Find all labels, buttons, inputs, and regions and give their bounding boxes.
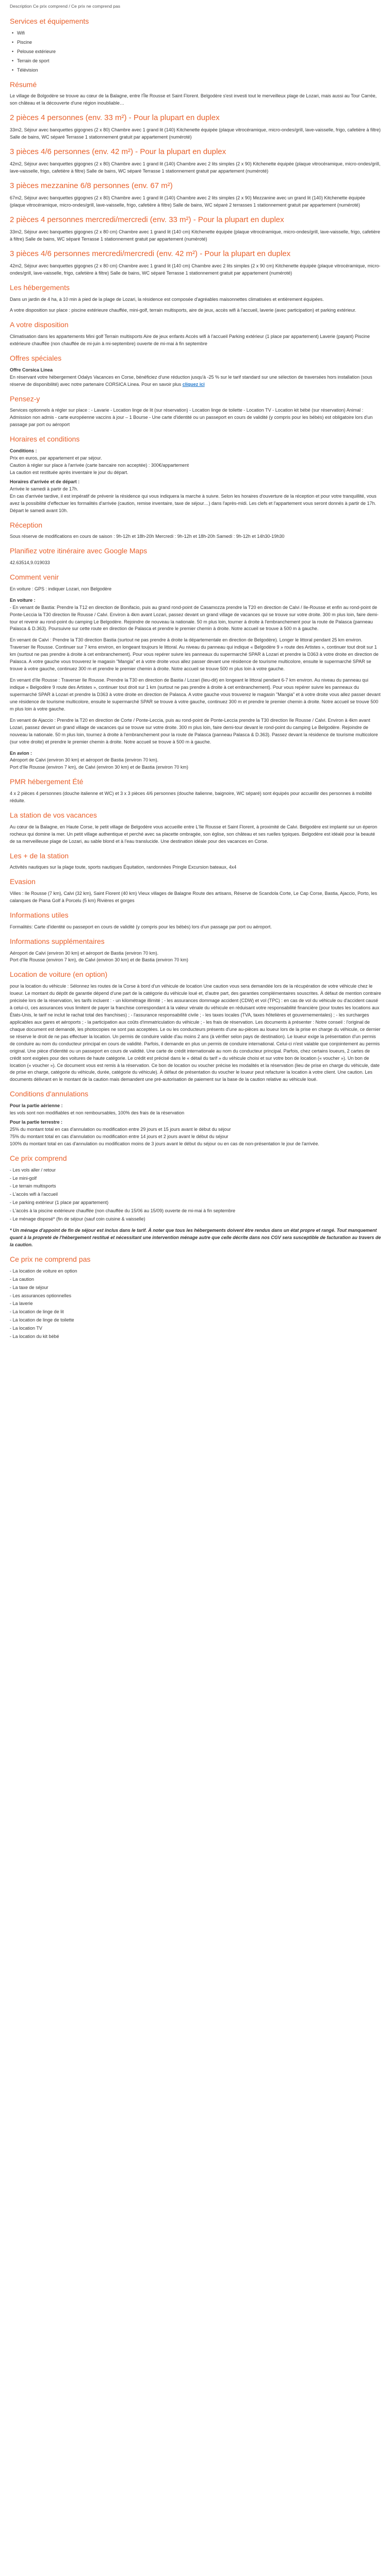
services-list: [10, 30, 381, 74]
prix-ne-comprend-title: Ce prix ne comprend pas: [10, 1255, 91, 1263]
condition-line: Prix en euros, par appartement et par séjour.: [10, 455, 102, 461]
resume-text: Le village de Bolgodère se trouve au cœur de la Balagne, entre l'Île Rousse et Saint Florent. Belgodère s'est investi tout le merveilleux plage de Lozari, mais aussi au Tour Carrée, son château et la découverte d'une région inoubliable…: [10, 93, 377, 106]
prix-ne-comprend-item: - La caution: [10, 1276, 35, 1282]
prix-ne-comprend-item: - La location TV: [10, 1326, 42, 1331]
prix-comprend-item: - Le ménage disposé* (fin de séjour (sauf coin cuisine & vaisselle): [10, 1216, 145, 1222]
prix-ne-comprend-item: - La location de linge de toilette: [10, 1317, 74, 1323]
offres-title: Offres spéciales: [10, 354, 62, 363]
condition-line: La caution est restituée après inventaire le jour du départ.: [10, 469, 128, 475]
prix-comprend-list: [10, 1167, 381, 1224]
unit-title: 2 pièces 4 personnes (env. 33 m²) - Pour la plupart en duplex: [10, 113, 220, 123]
annulation-line: 100% du montant total en cas d'annulation ou modification moins de 3 jours avant le début du séjour ou en cas de non-présentation le jour de l'arrivée.: [10, 1141, 319, 1146]
avion-line: Port d'Ile Rousse (environ 7 km), de Calvi (environ 30 km) et de Bastia (environ 70 km): [10, 765, 188, 770]
annulation-forfait-label: Pour la partie aérienne :: [10, 1103, 63, 1109]
pensez-title: Pensez-y: [10, 394, 40, 403]
reception-title: Réception: [10, 520, 43, 529]
menage-note: * Un ménage d'appoint de fin de séjour est inclus dans le tarif. À noter que tous les hébergements doivent être rendus dans un état propre et rangé. Tout manquement quant à la propreté de l'hébergement restitué et nécessitant une intervention ménage autre que celle décrite dans nos CGV sera susceptible de facturation au travers de la caution.: [10, 1228, 381, 1247]
arrival-line: Départ le samedi avant 10h.: [10, 507, 68, 513]
unit-description: 33m2, Séjour avec banquettes gigognes (2 x 80) Chambre avec 1 grand lit (140) Kitchenette équipée (plaque vitrocéramique, micro-ondes/grill, lave-vaisselle, frigo, cafetière à filtre) Salle de bains, WC séparé Terrasse 1 stationnement gratuit par appartement (numéroté): [10, 127, 381, 140]
route-paragraph: En venant d'Ile Rousse : Traverser Ile Rousse. Prendre la T30 en direction de Bastia / Lozari (lieu-dit) en longeant le littoral pendant 6-7 km environ. Au niveau du panneau qui indique « Belgodère 9 route des Artistes », continuer tout droit sur 1 km (surtout ne pas prendre à droite à cet embranchement). Pour vous repérer suivre les panneaux du supermarché SPAR à Lozari et prendre la D363 à votre droite en direction de Palasca. A votre gauche vous trouverez le magasin "Mangia" et à votre droite vous allez passer devant une résidence de tourisme multicolore, ensuite le supermarché SPAR se trouve à votre gauche, continuez 300 m et prendre le premier chemin à droite. Notre accueil se trouve 500 m plus loin à votre gauche.: [10, 677, 381, 711]
prix-ne-comprend-item: - Les assurances optionnelles: [10, 1293, 72, 1298]
prix-comprend-item: - Le mini-golf: [10, 1175, 37, 1181]
route-paragraph: En venant de Calvi : Prendre la T30 direction Bastia (surtout ne pas prendre à droite la départementale en direction de Belgodère). Longer le littoral pendant 25 km environ. Traverser Ile Rousse. Continuer sur 7 kms environ, en longeant toujours le littoral. Au niveau du panneau qui indique « Belgodère 9 » route des Artistes », continuer tout droit sur 1 km (surtout ne pas prendre à droite à cet embranchement). Pour vous repérer suivre les panneaux du supermarché SPAR à Lozari et prendre la D363 à votre droite en direction de Palasca. A votre gauche vous trouverez le magasin "Mangia" et à votre droite vous allez passer devant une résidence de tourisme multicolore, ensuite le supermarché SPAR se trouve à votre gauche, continuez 300 m et prendre le premier chemin à droite. Notre accueil se trouve 500 m plus loin à votre gauche.: [10, 637, 379, 672]
prix-comprend-title: Ce prix comprend: [10, 1154, 67, 1162]
disposition-text: Climatisation dans les appartements Mini golf Terrain multisports Aire de jeux enfants Accès wifi à l'accueil Parking extérieur (1 place par appartement) Laverie (payant) Piscine extérieure chauffée (non chauffée de mi-juin à mi-septembre) ouverte de mi-mai à fin septembre: [10, 334, 370, 347]
evasion-text: Villes : Ile Rousse (7 km), Calvi (32 km), Saint Florent (40 km) Vieux villages de Balagne Route des artisans, Réserve de Scandola Corte, Le Cap Corse, Bastia, Ajaccio, Porto, les calanques de Piana Golf à Porcelu (5 km) Rivières et gorges: [10, 891, 377, 904]
annulation-terrestre-label: Pour la partie terrestre :: [10, 1120, 63, 1125]
unit-description: 42m2, Séjour avec banquettes gigognes (2 x 80) Chambre avec 1 grand lit (140) Chambre avec 2 lits simples (2 x 90) Kitchenette équipée (plaque vitrocéramique, micro-ondes/grill, lave-vaisselle, frigo, cafetière à filtre) Salle de bains, WC séparé Terrasse 1 stationnement gratuit par appartement (numéroté): [10, 161, 381, 174]
prix-ne-comprend-item: - La location de linge de lit: [10, 1309, 64, 1315]
avion-label: En avion :: [10, 750, 32, 756]
service-item: • Wifi: [17, 30, 381, 37]
prix-ne-comprend-item: - La location du kit bébé: [10, 1334, 59, 1340]
page-content: [10, 0, 381, 1357]
arrival-line: Arrivée le samedi à partir de 17h.: [10, 486, 78, 492]
reception-text: Sous réserve de modifications en cours de saison : 9h-12h et 18h-20h Mercredi : 9h-12h et 18h-20h Samedi : 9h-12h et 14h30-19h30: [10, 534, 285, 539]
unit-title: 3 pièces 4/6 personnes mercredi/mercredi (env. 42 m²) - Pour la plupart en duplex: [10, 249, 291, 258]
unit-description: 42m2, Séjour avec banquettes gigognes (2 x 80 cm) Chambre avec 1 grand lit (140 cm) Chambre avec 2 lits simples (2 x 90 cm) Kitchenette équipée (plaque vitrocéramique, micro-ondes/grill, lave-vaisselle, frigo, cafetière à filtre) Salle de bains, WC séparé Terrasse 1 stationnement gratuit par appartement (numéroté): [10, 263, 381, 276]
route-paragraph: En venant de Ajaccio : Prendre la T20 en direction de Corte / Ponte-Leccia, puis au rond-point de Ponte-Leccia prendre la T30 direction Ile Rousse / Calvi. Environ à 4km avant Lozari, passez devant un grand village de vacances qui se trouve sur votre droite. 300 m plus loin, faire demi-tour devant le rond-point du camping Le Belgodère. Rejoindre de nouveau la nationale. 50 m plus loin, tournez à droite à l'embranchement pour la route de Palasca (panneau Palasca & D.363). Passez devant la résidence de tourisme multicolore (sur votre droite) et prendre le premier chemin à droite. Notre accueil se trouve à 500 m à gauche.: [10, 717, 378, 744]
offre-text: [10, 374, 381, 388]
annulation-forfait-text: les vols sont non modifiables et non remboursables, 100% des frais de la réservation: [10, 1110, 185, 1116]
pensez-text: Services optionnels à régler sur place : - Lavarie - Location linge de lit (sur réservation) - Location linge de toilette - Location TV - Location kit bébé (sur réservation) Animal : Admission non admis - carte européenne vaccins à jour – 1 Bourse - Une carte d'identité ou un passeport en cours de validité (y compris pour les bébés) est obligatoire lors d'un passage par port ou aéroport: [10, 408, 373, 428]
plus-title: Les + de la station: [10, 851, 69, 860]
station-text: Au cœur de la Balagne, en Haute Corse, le petit village de Belgodère vous accueille entre L'Ile Rousse et Saint Florent, à proximité de Calvi. Belgodère est implanté sur un éperon rocheux qui domine la mer. Un petit village authentique et perché avec sa placette ombragée, son église, son château et ses ruelles typiques. Belgodère est idéalé pour la beauté de sa merveilleuse plage de Lozari, au sable blond et à l'eau translucide. Une destination idéale pour des vacances en Corse.: [10, 824, 378, 844]
service-item: • Pelouse extérieure: [17, 48, 381, 56]
offre-link[interactable]: cliquez ici: [182, 381, 205, 387]
infos-utiles-text: Formalités: Carte d'identité ou passeport en cours de validité (y compris pour les bébés) lors d'un passage par port ou aéroport.: [10, 924, 272, 929]
prix-comprend-item: - Le terrain multisports: [10, 1183, 56, 1189]
unit-title: 3 pièces 4/6 personnes (env. 42 m²) - Pour la plupart en duplex: [10, 147, 226, 157]
service-item: • Piscine: [17, 39, 381, 46]
venir-gps: En voiture : GPS : indiquer Lozari, non Belgodère: [10, 586, 112, 591]
station-title: La station de vos vacances: [10, 811, 97, 819]
unit-title: 3 pièces mezzanine 6/8 personnes (env. 67 m²): [10, 181, 173, 191]
prix-ne-comprend-list: [10, 1268, 381, 1341]
arrival-label: Horaires d'arrivée et de départ :: [10, 479, 80, 484]
prix-comprend-item: - L'accès à la piscine extérieure chauffée (non chauffée du 15/06 au 15/09) ouverte de mi-mai à fin septembre: [10, 1208, 236, 1214]
disposition-title: A votre disposition: [10, 320, 69, 329]
prix-comprend-item: - Le parking extérieur (1 place par appartement): [10, 1200, 109, 1206]
avion-line: Aéroport de Calvi (environ 30 km) et aéroport de Bastia (environ 70 km).: [10, 757, 159, 763]
maps-link[interactable]: Planifiez votre itinéraire avec Google Maps: [10, 547, 148, 555]
infos-utiles-title: Informations utiles: [10, 911, 69, 920]
pmr-text: 4 x 2 pièces 4 personnes (douche italienne et WC) et 3 x 3 pièces 4/6 personnes (douche italienne, baignoire, WC séparé) sont équipés pour accueillir des personnes à mobilité réduite.: [10, 791, 372, 804]
offre-subtitle: Offre Corsica Linea: [10, 367, 53, 372]
plus-text: Activités nautiques sur la plage toute, sports nautiques Équitation, randonnées Pringle Excursion bateaux, 4x4: [10, 865, 237, 870]
arrival-line: En cas d'arrivée tardive, il est impératif de prévenir la résidence qui vous indiquera la marche à suivre. Selon les horaires d'ouverture de la réception et pour votre tranquillité, vous avez la possibilité d'effectuer les formalités d'arrivée (caution, remise inventaire, taxe de séjour…) dans l'après-midi. Les clefs et l'appartement vous seront donnés à partir de 17h.: [10, 493, 377, 506]
horaires-title: Horaires et conditions: [10, 435, 80, 444]
condition-line: Caution à régler sur place à l'arrivée (carte bancaire non acceptée) : 300€/appartement: [10, 462, 189, 468]
hebergements-text: Dans un jardin de 4 ha, à 10 min à pied de la plage de Lozari, la résidence est composée d'agréables maisonnettes climatisées et entièrement équipées.: [10, 296, 324, 302]
annulation-line: 75% du montant total en cas d'annulation ou modification entre 14 jours et 2 jours avant le début du séjour: [10, 1133, 229, 1139]
route-paragraph: - En venant de Bastia: Prendre la T12 en direction de Bonifacio, puis au grand rond-point de Casamozza prendre la T20 en direction de Calvi / Ile-Rousse et enfin au rond-point de Ponte-Leccia la T30 direction Ile Rousse / Calvi. Environ à 4km avant Lozari, passez devant un grand village de vacances qui se trouve sur votre droite. 300 m plus loin, faire demi-tour et revenir au rond-point du camping Le Belgodère. Rejoindre de nouveau la nationale. 50 m plus loin, tourner à droite à l'embranchement pour la route de Palasca (panneau Palasca & D.363). Poursuivre sur cette route en direction de Palasca et prendre le premier chemin à droite. Notre accueil se trouve à 500 m à gauche.: [10, 604, 379, 632]
resume-title: Résumé: [10, 80, 37, 89]
prix-ne-comprend-item: - La laverie: [10, 1301, 33, 1307]
voiture-label: En voiture :: [10, 597, 36, 603]
service-item: • Terrain de sport: [17, 58, 381, 65]
venir-title: Comment venir: [10, 572, 59, 581]
hebergements-text: A votre disposition sur place : piscine extérieure chauffée, mini-golf, terrain multisports, aire de jeux, accès wifi à l'accueil, laverie (avec participation) et parking extérieur.: [10, 308, 356, 313]
annulation-title: Conditions d'annulations: [10, 1090, 89, 1098]
evasion-title: Evasion: [10, 877, 36, 886]
prix-ne-comprend-item: - La location de voiture en option: [10, 1268, 77, 1274]
description-heading: Description Ce prix comprend / Ce prix ne comprend pas: [10, 4, 121, 9]
infos-supp-line: Port d'Ile Rousse (environ 7 km), de Calvi (environ 30 km) et de Bastia (environ 70 km): [10, 957, 188, 963]
prix-comprend-item: - L'accès wifi à l'accueil: [10, 1192, 58, 1197]
offre-description: En réservant votre hébergement Odalys Vacances en Corse, bénéficiez d'une réduction jusqu'à -25 % sur le tarif standard sur une sélection de traversées hors installation (sous réserve de disponibilité) avec notre partenaire CORSICA Linea. Pour en savoir plus: [10, 374, 372, 387]
unit-description: 67m2, Séjour avec banquettes gigognes (2 x 80) Chambre avec 1 grand lit (140) Chambre avec 2 lits simples (2 x 90) Mezzanine avec un grand lit (140) Kitchenette équipée (plaque vitrocéramique, micro-ondes/grill, lave-vaisselle, frigo, cafetière à filtre) Salle de bains, WC séparé 2 terrasses 1 stationnement gratuit par appartement (numéroté): [10, 195, 365, 208]
hebergements-title: Les hébergements: [10, 283, 70, 292]
unit-title: 2 pièces 4 personnes mercredi/mercredi (env. 33 m²) - Pour la plupart en duplex: [10, 215, 284, 224]
infos-supp-line: Aéroport de Calvi (environ 30 km) et aéroport de Bastia (environ 70 km).: [10, 950, 159, 956]
services-title: Services et équipements: [10, 17, 89, 26]
annulation-line: 25% du montant total en cas d'annulation ou modification entre 29 jours et 15 jours avant le début du séjour: [10, 1126, 231, 1132]
conditions-label: Conditions :: [10, 448, 37, 454]
prix-comprend-item: - Les vols aller / retour: [10, 1167, 56, 1173]
infos-supp-title: Informations supplémentaires: [10, 937, 105, 945]
location-text: pour la location du véhicule : Sélonnez les routes de la Corse à bord d'un véhicule de location Une caution vous sera demandée lors de la récupération de votre véhicule chez le loueur. Le montant du dépôt de garantie dépend d'une part de la catégorie du véhicule loué et, d'autre part, des garanties complémentaires souscrites. À défaut de mention contraire précisée lors de la réservation, les tarifs incluent : - un kilométrage illimité ; - les assurances dommage accident (CDW) et vol (TPC) : en cas de vol du véhicule ou d'accident causé à celui-ci, ces assurances vous limitent de payer la franchise correspondant à la valeur vénale du véhicule en réduisant votre responsabilité financière (pour toutes les locations aux États-Unis, le tarif ne inclut le rachat total des franchises) ; - l'assurance responsabilité civile ; - les taxes locales (TVA, taxes hôtelières et gouvernementales) ; - les surcharges applicables aux gares et aéroports ; - la participation aux coûts d'immatriculation du véhicule ; - les frais de réservation. Les documents à présenter : Notre conseil : l'original de chaque document est demandé, les photocopies ne sont pas acceptées. Le ou les conducteurs présents d'une au-pièces au loueur lors de la prise en charge du véhicule, ce dernier se réserve le droit de ne pas effectuer la location. Un permis de conduire valide d'au moins 2 ans (à vérifier selon pays de destination). Le loueur exige la présentation d'un permis de conduire au nom du conducteur principal en cours de validité. Parfois, il demande en plus un permis de conduire international. Celui-ci n'est valable que conjointement au permis original. Une pièce d'identité ou un passeport en cours de validité. Une carte de crédit internationale au nom du conducteur principal. Parfois, chez certains loueurs, 2 cartes de crédit sont exigées pour des voitures de haute catégorie. Le crédit est précisé dans le « détail du tarif » du véhicule choisi et sur votre bon de location (« voucher »). Un bon de location (« voucher »). Ce document vous est remis à la réservation. Ce bon de location ou voucher précise les modalités et la réservation (lieu de prise en charge du véhicule, date de prise en charge, catégorie du véhicule, durée, catégorie du véhicule). À défaut de présentation du voucher le loueur peut refacturer la location à votre client. Une caution. Les documents délivrant en le montant de la caution mais demandent une pré-autorisation de paiement sur la base de la caution relative au véhicule loué.: [10, 984, 381, 1082]
pmr-title: PMR hébergement Été: [10, 777, 84, 786]
prix-ne-comprend-item: - La taxe de séjour: [10, 1284, 48, 1290]
maps-coordinates: 42.63514,9.019033: [10, 560, 50, 566]
location-title: Location de voiture (en option): [10, 970, 108, 979]
service-item: • Télévision: [17, 67, 381, 74]
unit-description: 33m2, Séjour avec banquettes gigognes (2 x 80 cm) Chambre avec 1 grand lit (140 cm) Kitchenette équipée (plaque vitrocéramique, micro-ondes/grill, lave-vaisselle, frigo, cafetière à filtre) Salle de bains, WC séparé Terrasse 1 stationnement gratuit par appartement (numéroté): [10, 229, 380, 242]
